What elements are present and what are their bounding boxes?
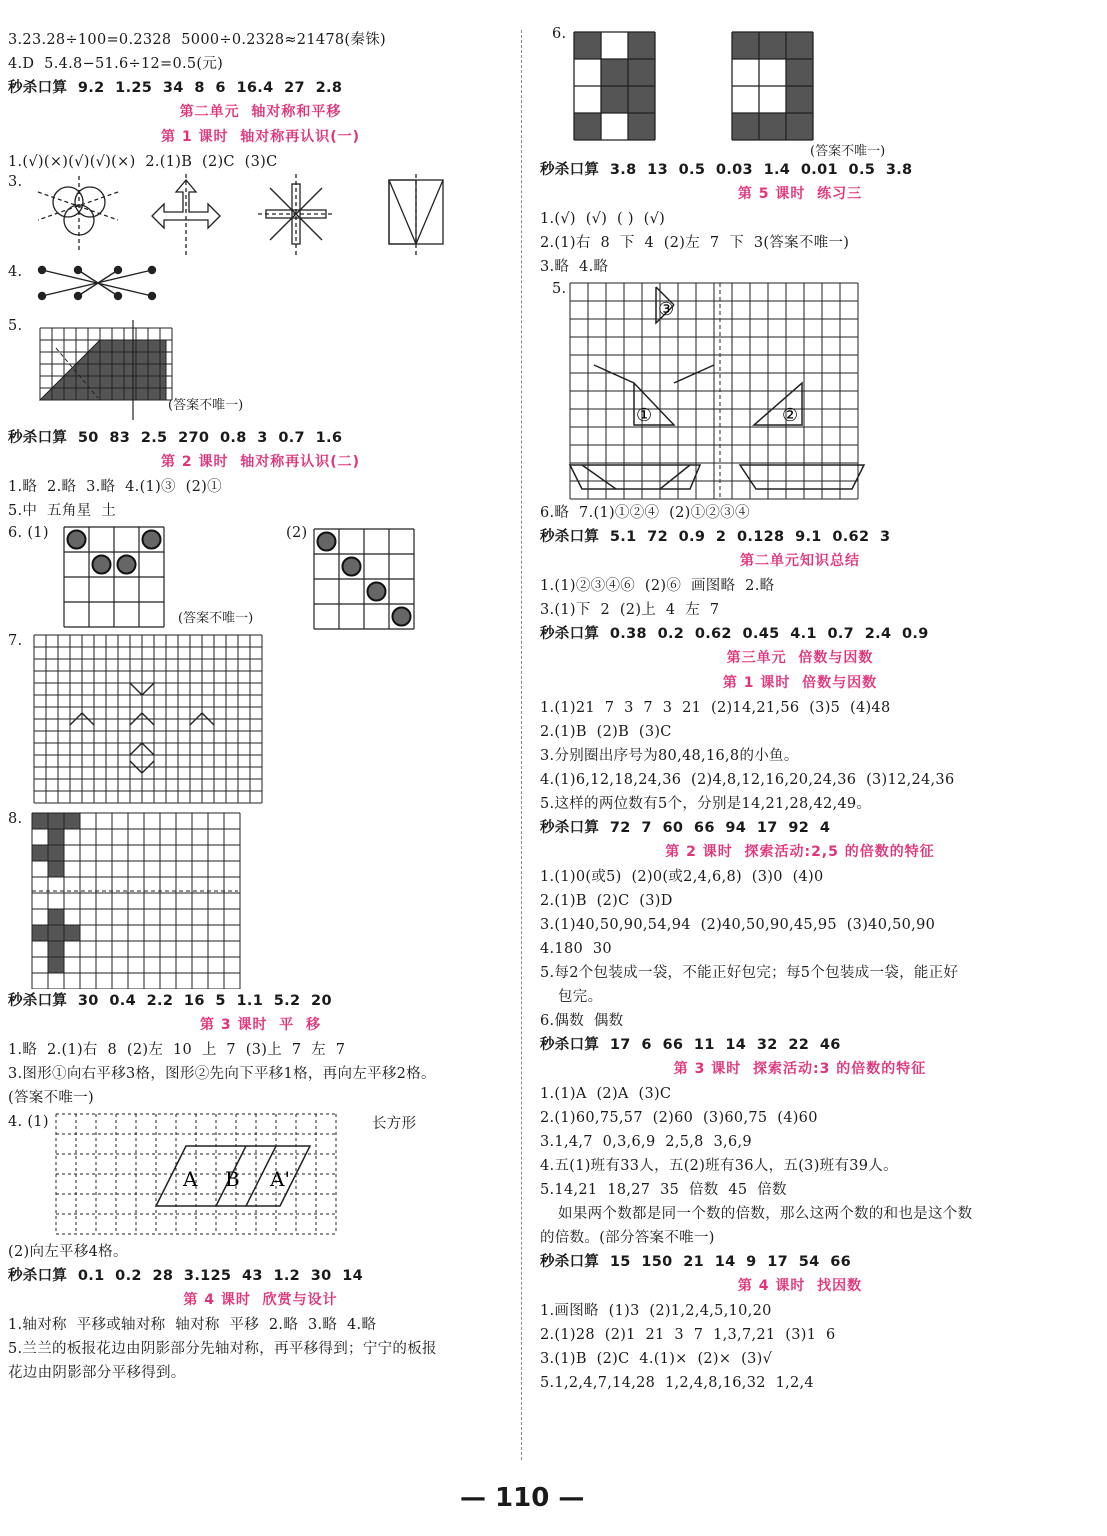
shaded-cell (786, 113, 813, 140)
shaded-cell (48, 813, 64, 829)
unit-heading: 第二单元 轴对称和平移 (179, 104, 342, 120)
lesson-heading: 第 2 课时 探索活动:2,5 的倍数的特征 (665, 844, 935, 860)
shaded-cell (628, 59, 655, 86)
lesson-heading: 第 3 课时 平 移 (200, 1017, 321, 1033)
answer-line: 5.14,21 18,27 35 倍数 45 倍数 (540, 1182, 787, 1198)
answer-line: 6.偶数 偶数 (540, 1013, 624, 1029)
shaded-cell (32, 925, 48, 941)
right-column (540, 28, 1060, 1395)
shaded-cell (759, 32, 786, 59)
answer-line: 1.(1)A (2)A (3)C (540, 1086, 672, 1102)
shaded-cell (732, 113, 759, 140)
shaded-cell (601, 86, 628, 113)
shaded-cell (574, 113, 601, 140)
marker-circle (343, 558, 361, 576)
lesson-heading: 第 1 课时 倍数与因数 (722, 675, 878, 691)
circled-3: ③ (658, 299, 675, 320)
label-a: A (183, 1167, 198, 1191)
shaded-cell (48, 861, 64, 877)
answer-line: 6.略 7.(1)①②④ (2)①②③④ (540, 505, 750, 521)
answer-line: 3.略 4.略 (540, 259, 609, 275)
question-number: 6. (1) (8, 525, 49, 541)
shaded-cell (48, 829, 64, 845)
answer-line: 1.略 2.略 3.略 4.(1)③ (2)① (8, 479, 222, 495)
answer-line: 5.每2个包装成一袋，不能正好包完；每5个包装成一袋，能正好 (540, 965, 959, 981)
lesson-heading: 第 5 课时 练习三 (737, 186, 863, 202)
question-number: 8. (8, 811, 23, 827)
circled-1: ① (636, 405, 653, 426)
shaded-cell (786, 86, 813, 113)
answer-line: 包完。 (558, 989, 603, 1005)
mental-math-line: 秒杀口算 0.1 0.2 28 3.125 43 1.2 30 14 (8, 1268, 364, 1284)
answer-line: (2)向左平移4格。 (8, 1244, 128, 1260)
cross-grid-svg (8, 809, 248, 989)
answer-line: 3.(1)40,50,90,54,94 (2)40,50,90,45,95 (3)40,50,90 (540, 917, 936, 933)
unit-heading: 第三单元 倍数与因数 (726, 650, 874, 666)
answer-line: 1.轴对称 平移或轴对称 轴对称 平移 2.略 3.略 4.略 (8, 1317, 377, 1333)
shaded-cell (574, 32, 601, 59)
arrow-grid-figure (8, 631, 513, 809)
shape-label: 长方形 (372, 1116, 417, 1132)
label-a-prime: A' (270, 1167, 290, 1191)
answer-line: 1.(1)21 7 3 7 3 21 (2)14,21,56 (3)5 (4)48 (540, 700, 891, 716)
answer-note: (答案不唯一) (168, 398, 244, 413)
answer-line: 4.(1)6,12,18,24,36 (2)4,8,12,16,20,24,36 (3)12,24,36 (540, 772, 955, 788)
lesson-heading: 第 1 课时 轴对称再认识(一) (160, 129, 361, 145)
marker-circle (68, 531, 86, 549)
answer-line: 1.(√) (√) ( ) (√) (540, 211, 666, 227)
answer-line: 的倍数。(部分答案不唯一) (540, 1230, 715, 1246)
shaded-cell (64, 925, 80, 941)
answer-line: 1.略 2.(1)右 8 (2)左 10 上 7 (3)上 7 左 7 (8, 1042, 346, 1058)
circled-2: ② (782, 405, 799, 426)
mental-math-line: 秒杀口算 3.8 13 0.5 0.03 1.4 0.01 0.5 3.8 (540, 162, 913, 178)
answer-line: 3.23.28÷100=0.2328 5000÷0.2328≈21478(秦铢) (8, 32, 386, 48)
shaded-grid-figure (8, 308, 513, 426)
symmetry-figures (8, 174, 513, 258)
question-number: (2) (286, 525, 308, 541)
shaded-cell (32, 813, 48, 829)
shaded-cell (786, 32, 813, 59)
answer-line: 3.分别圈出序号为80,48,16,8的小鱼。 (540, 748, 799, 764)
answer-line: (答案不唯一) (8, 1090, 94, 1106)
column-divider (521, 30, 522, 1460)
parallelogram-figure (8, 1110, 513, 1240)
dot-lines-svg (8, 258, 208, 308)
answer-line: 3.(1)下 2 (2)上 4 左 7 (540, 602, 720, 618)
answer-line: 2.(1)60,75,57 (2)60 (3)60,75 (4)60 (540, 1110, 818, 1126)
answer-line: 5.1,2,4,7,14,28 1,2,4,8,16,32 1,2,4 (540, 1375, 814, 1391)
shaded-cell (732, 32, 759, 59)
lesson-heading: 第 2 课时 轴对称再认识(二) (160, 454, 361, 470)
shaded-cell (64, 813, 80, 829)
answer-line: 3.(1)B (2)C 4.(1)× (2)× (3)√ (540, 1351, 773, 1367)
page-number: — 110 — (460, 1483, 585, 1513)
shaded-cell (628, 32, 655, 59)
answer-line: 5.这样的两位数有5个，分别是14,21,28,42,49。 (540, 796, 872, 812)
marker-circle (318, 533, 336, 551)
question-number: 7. (8, 633, 23, 649)
lesson-heading: 第 3 课时 探索活动:3 的倍数的特征 (673, 1061, 927, 1077)
answer-note: (答案不唯一) (810, 144, 886, 159)
circle-grid-figures (8, 523, 513, 631)
mental-math-line: 秒杀口算 17 6 66 11 14 32 22 46 (540, 1037, 841, 1053)
mental-math-line: 秒杀口算 5.1 72 0.9 2 0.128 9.1 0.62 3 (540, 529, 891, 545)
marker-circle (143, 531, 161, 549)
answer-line: 1.(√)(×)(√)(√)(×) 2.(1)B (2)C (3)C (8, 154, 278, 170)
shaded-cell (628, 86, 655, 113)
answer-line: 2.(1)28 (2)1 21 3 7 1,3,7,21 (3)1 6 (540, 1327, 836, 1343)
answer-line: 4.180 30 (540, 941, 612, 957)
answer-line: 1.画图略 (1)3 (2)1,2,4,5,10,20 (540, 1303, 772, 1319)
question-number: 5. (8, 318, 23, 334)
question-number: 4. (8, 264, 23, 280)
arrow-grid-svg (8, 631, 278, 809)
shaded-cell (759, 113, 786, 140)
answer-note: (答案不唯一) (178, 611, 254, 626)
answer-line: 5.中 五角星 土 (8, 503, 117, 519)
summary-heading: 第二单元知识总结 (740, 553, 860, 569)
shaded-cell (48, 925, 64, 941)
lesson-heading: 第 4 课时 欣赏与设计 (183, 1292, 338, 1308)
shaded-cell (48, 957, 64, 973)
pattern-grids-svg (540, 28, 900, 158)
translation-grid-figure (540, 279, 1060, 501)
shaded-cell (601, 59, 628, 86)
answer-line: 4.五(1)班有33人，五(2)班有36人，五(3)班有39人。 (540, 1158, 898, 1174)
shaded-cell (32, 845, 48, 861)
marker-circle (118, 556, 136, 574)
shaded-grid-svg (8, 308, 308, 426)
lesson-heading: 第 4 课时 找因数 (737, 1278, 863, 1294)
shaded-cell (628, 113, 655, 140)
answer-line: 花边由阴影部分平移得到。 (8, 1365, 186, 1381)
answer-line: 5.兰兰的板报花边由阴影部分先轴对称，再平移得到；宁宁的板报 (8, 1341, 437, 1357)
question-number: 6. (552, 26, 567, 42)
question-number: 4. (1) (8, 1114, 49, 1130)
symmetry-figures-svg (8, 174, 488, 258)
answer-line: 3.1,4,7 0,3,6,9 2,5,8 3,6,9 (540, 1134, 752, 1150)
mental-math-line: 秒杀口算 72 7 60 66 94 17 92 4 (540, 820, 831, 836)
cross-grid-figure (8, 809, 513, 989)
question-number: 5. (552, 281, 567, 297)
mental-math-line: 秒杀口算 0.38 0.2 0.62 0.45 4.1 0.7 2.4 0.9 (540, 626, 929, 642)
answer-line: 3.图形①向右平移3格，图形②先向下平移1格，再向左平移2格。 (8, 1066, 436, 1082)
answer-line: 4.D 5.4.8−51.6÷12=0.5(元) (8, 56, 224, 72)
label-b: B (225, 1167, 240, 1191)
mental-math-line: 秒杀口算 50 83 2.5 270 0.8 3 0.7 1.6 (8, 430, 343, 446)
marker-circle (368, 583, 386, 601)
answer-line: 如果两个数都是同一个数的倍数，那么这两个数的和也是这个数 (558, 1206, 973, 1222)
marker-circle (393, 608, 411, 626)
mental-math-line: 秒杀口算 30 0.4 2.2 16 5 1.1 5.2 20 (8, 993, 332, 1009)
marker-circle (93, 556, 111, 574)
answer-line: 1.(1)②③④⑥ (2)⑥ 画图略 2.略 (540, 578, 775, 594)
shaded-cell (48, 941, 64, 957)
shaded-cell (786, 59, 813, 86)
pattern-grids-figure (540, 28, 1060, 158)
answer-line: 1.(1)0(或5) (2)0(或2,4,6,8) (3)0 (4)0 (540, 869, 824, 885)
question-number: 3. (8, 174, 23, 190)
shaded-cell (48, 909, 64, 925)
left-column (8, 28, 513, 1385)
parallelogram-svg (8, 1110, 348, 1240)
translation-grid-svg (540, 279, 880, 501)
mental-math-line: 秒杀口算 9.2 1.25 34 8 6 16.4 27 2.8 (8, 80, 343, 96)
answer-line: 2.(1)B (2)C (3)D (540, 893, 673, 909)
dot-lines-figure (8, 258, 513, 308)
answer-line: 2.(1)右 8 下 4 (2)左 7 下 3(答案不唯一) (540, 235, 850, 251)
mental-math-line: 秒杀口算 15 150 21 14 9 17 54 66 (540, 1254, 851, 1270)
answer-line: 2.(1)B (2)B (3)C (540, 724, 672, 740)
shaded-cell (48, 845, 64, 861)
